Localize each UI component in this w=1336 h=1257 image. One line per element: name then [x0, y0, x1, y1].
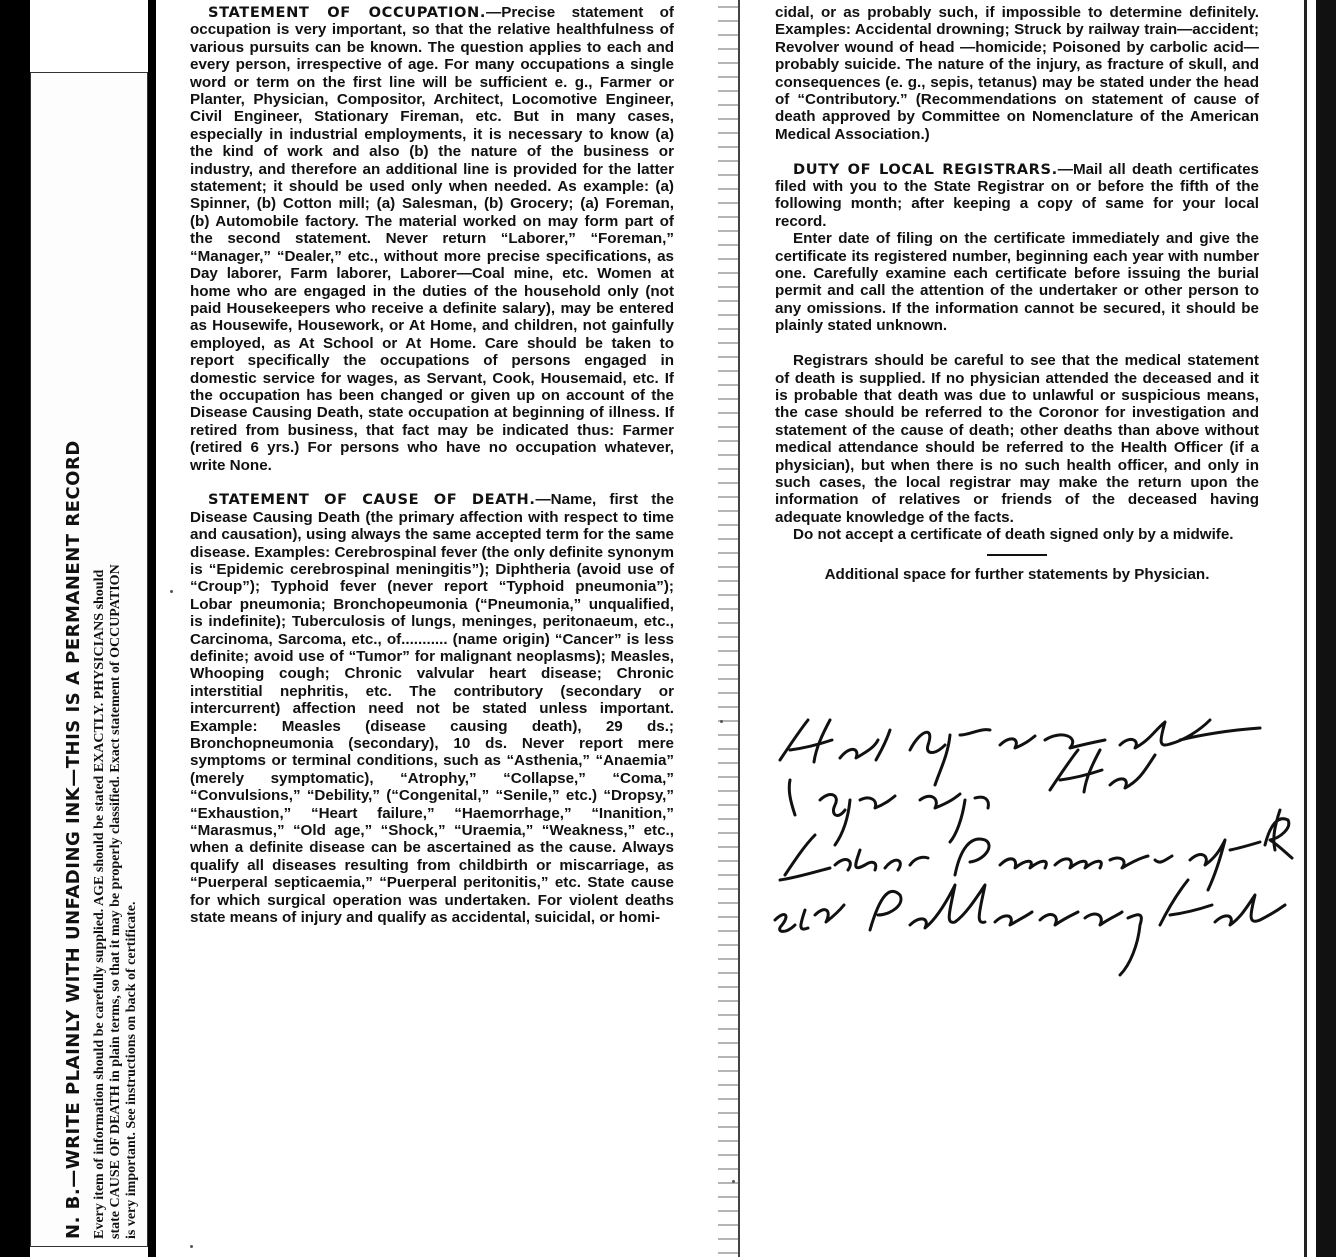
registrars-heading: DUTY OF LOCAL REGISTRARS. [793, 160, 1058, 178]
side-strip-text [30, 72, 148, 1247]
scan-speckle [732, 1180, 735, 1183]
right-column [775, 4, 1259, 583]
registrars-body: —Mail all death certificates filed with you to the State Registrar on or before the fifth of the following month; after keeping a copy of same for your local record. [775, 160, 1259, 230]
cause-section [190, 491, 674, 926]
side-strip-instruction-2: state CAUSE OF DEATH in plain terms, so that it may be properly classified. Exact statement of OCCUPATION [108, 564, 123, 1239]
cause-continued: cidal, or as probably such, if impossible to determine definitely. Examples: Accidental drowning; Struck by railway train—accident; Revolver wound of head —homicide; Poisoned by carbolic acid—probably suicide. The nature of the injury, as fracture of skull, and consequences (e. g., sepis, tetanus) may be stated under the head of “Contributory.” (Recommendations on statement of cause of death approved by Committee on Nomenclature of the American Medical Association.) [775, 4, 1259, 143]
section-rule [987, 554, 1047, 556]
cause-body: —Name, first the Disease Causing Death (the primary affection with respect to time and causation), using always the same accepted term for the same disease. Examples: Cerebrospinal fever (the only definite synonym is “Epidemic cerebrospinal meningitis”); Diphtheria (avoid use of “Croup”); Typhoid fever (never report “Typhoid pneumonia”); Lobar pneumonia; Bronchopeumonia (“Pneumonia,” unqualified, is indefinite); Tuberculosis of lungs, meninges, peritonaeum, etc., Carcinoma, Sarcoma, etc., of........... (name origin) “Cancer” is less definite; avoid use of “Tumor” for malignant neoplasms); Measles, Whooping cough; Chronic valvular heart disease; Chronic interstitial nephritis, etc. The contributory (secondary or intercurrent) affection need not be stated unless important. Example: Measles (disease causing death), 29 ds.; Bronchopneumonia (secondary), 10 ds. Never report mere symptoms or terminal conditions, such as “Asthenia,” “Anaemia” (merely symptomatic), “Atrophy,” “Collapse,” “Coma,” “Convulsions,” “Debility,” (“Congenital,” “Senile,” etc.) “Dropsy,” “Exhaustion,” “Heart failure,” “Haemorrhage,” “Inanition,” “Marasmus,” “Old age,” “Shock,” “Uraemia,” “Weakness,” etc., when a definite disease can be ascertained as the cause. Always qualify all diseases resulting from childbirth or miscarriage, as “Puerperal septicaemia,” “Puerperal peritonitis,” etc. State cause for which surgical operation was undertaken. For violent deaths state means of injury and qualify as accidental, suicidal, or homi- [190, 491, 675, 927]
registrars-midwife: Do not accept a certificate of death signed only by a midwife. [793, 526, 1234, 544]
registrars-section [775, 161, 1259, 231]
physician-handwritten-note [760, 700, 1300, 980]
page-fold-line [738, 0, 740, 1257]
scan-speckle [190, 1245, 193, 1248]
occupation-body: —Precise statement of occupation is very important, so that the relative healthfulness of various pursuits can be known. The question applies to each and every person, irrespective of age. For many occupations a single word or term on the first line will be sufficient e. g., Farmer or Planter, Physician, Compositor, Architect, Locomotive Engineer, Civil Engineer, Stationary Fireman, etc. But in many cases, especially in industrial employments, it is necessary to know (a) the kind of work and also (b) the nature of the business or industry, and therefore an additional line is provided for the latter statement; it should be used only when needed. As example: (a) Spinner, (b) Cotton mill; (a) Salesman, (b) Grocery; (a) Foreman, (b) Automobile factory. The material worked on may form part of the second statement. Never return “Laborer,” “Foreman,” “Manager,” “Dealer,” etc., without more precise specifications, as Day laborer, Farm laborer, Laborer—Coal mine, etc. Women at home who are engaged in the duties of the household only (not paid Housekeepers who receive a definite salary), may be entered as Housewife, Housework, or At Home, and children, not gainfully employed, as At School or At Home. Care should be taken to report specifically the occupations of persons engaged in domestic service for wages, as Servant, Cook, Housemaid, etc. If the occupation has been changed or given up on account of the Disease Causing Death, state occupation at beginning of illness. If retired from business, that fact may be indicated thus: Farmer (retired 6 yrs.) For persons who have no occupation whatever, write None. [190, 4, 674, 474]
scan-strip-shadow [148, 0, 156, 1257]
scan-margin-right [1300, 0, 1336, 1257]
registrars-filing: Enter date of filing on the certificate immediately and give the certificate its registered number, beginning each year with number one. Carefully examine each certificate before issuing the burial permit and call the attention of the undertaker or other person to any omissions. If the information cannot be secured, it should be plainly stated unknown. [775, 230, 1259, 335]
side-strip-instruction-1: Every item of information should be carefully supplied. AGE should be stated EXACTLY. PHYSICIANS should [92, 569, 107, 1239]
additional-label: Additional space for further statements by Physician. [824, 565, 1210, 583]
page-fold [718, 0, 740, 1257]
occupation-heading: STATEMENT OF OCCUPATION. [208, 4, 486, 21]
scan-margin-left [0, 0, 30, 1257]
cause-heading: STATEMENT OF CAUSE OF DEATH. [208, 491, 536, 509]
left-column [190, 4, 674, 927]
scan-speckle [720, 720, 723, 723]
handwriting-strokes [760, 700, 1300, 980]
scan-speckle [170, 590, 173, 593]
registrars-medical: Registrars should be careful to see that the medical statement of death is supplied. If no physician attended the deceased and it is probable that death was due to unlawful or suspicious means, the case should be referred to the Coronor for investigation and statement of the cause of death; other deaths than above without medical attendance should be referred to the Health Officer (if a physician), but when there is no such health officer, and only in such cases, the local registrar may make the return upon the information of relatives or friends of the deceased having adequate knowledge of the facts. [775, 352, 1259, 526]
side-strip-warning: N. B.—WRITE PLAINLY WITH UNFADING INK—THIS IS A PERMANENT RECORD [63, 440, 84, 1239]
side-strip-instruction-3: is very important. See instructions on back of certificate. [124, 901, 139, 1239]
occupation-section [190, 4, 674, 474]
